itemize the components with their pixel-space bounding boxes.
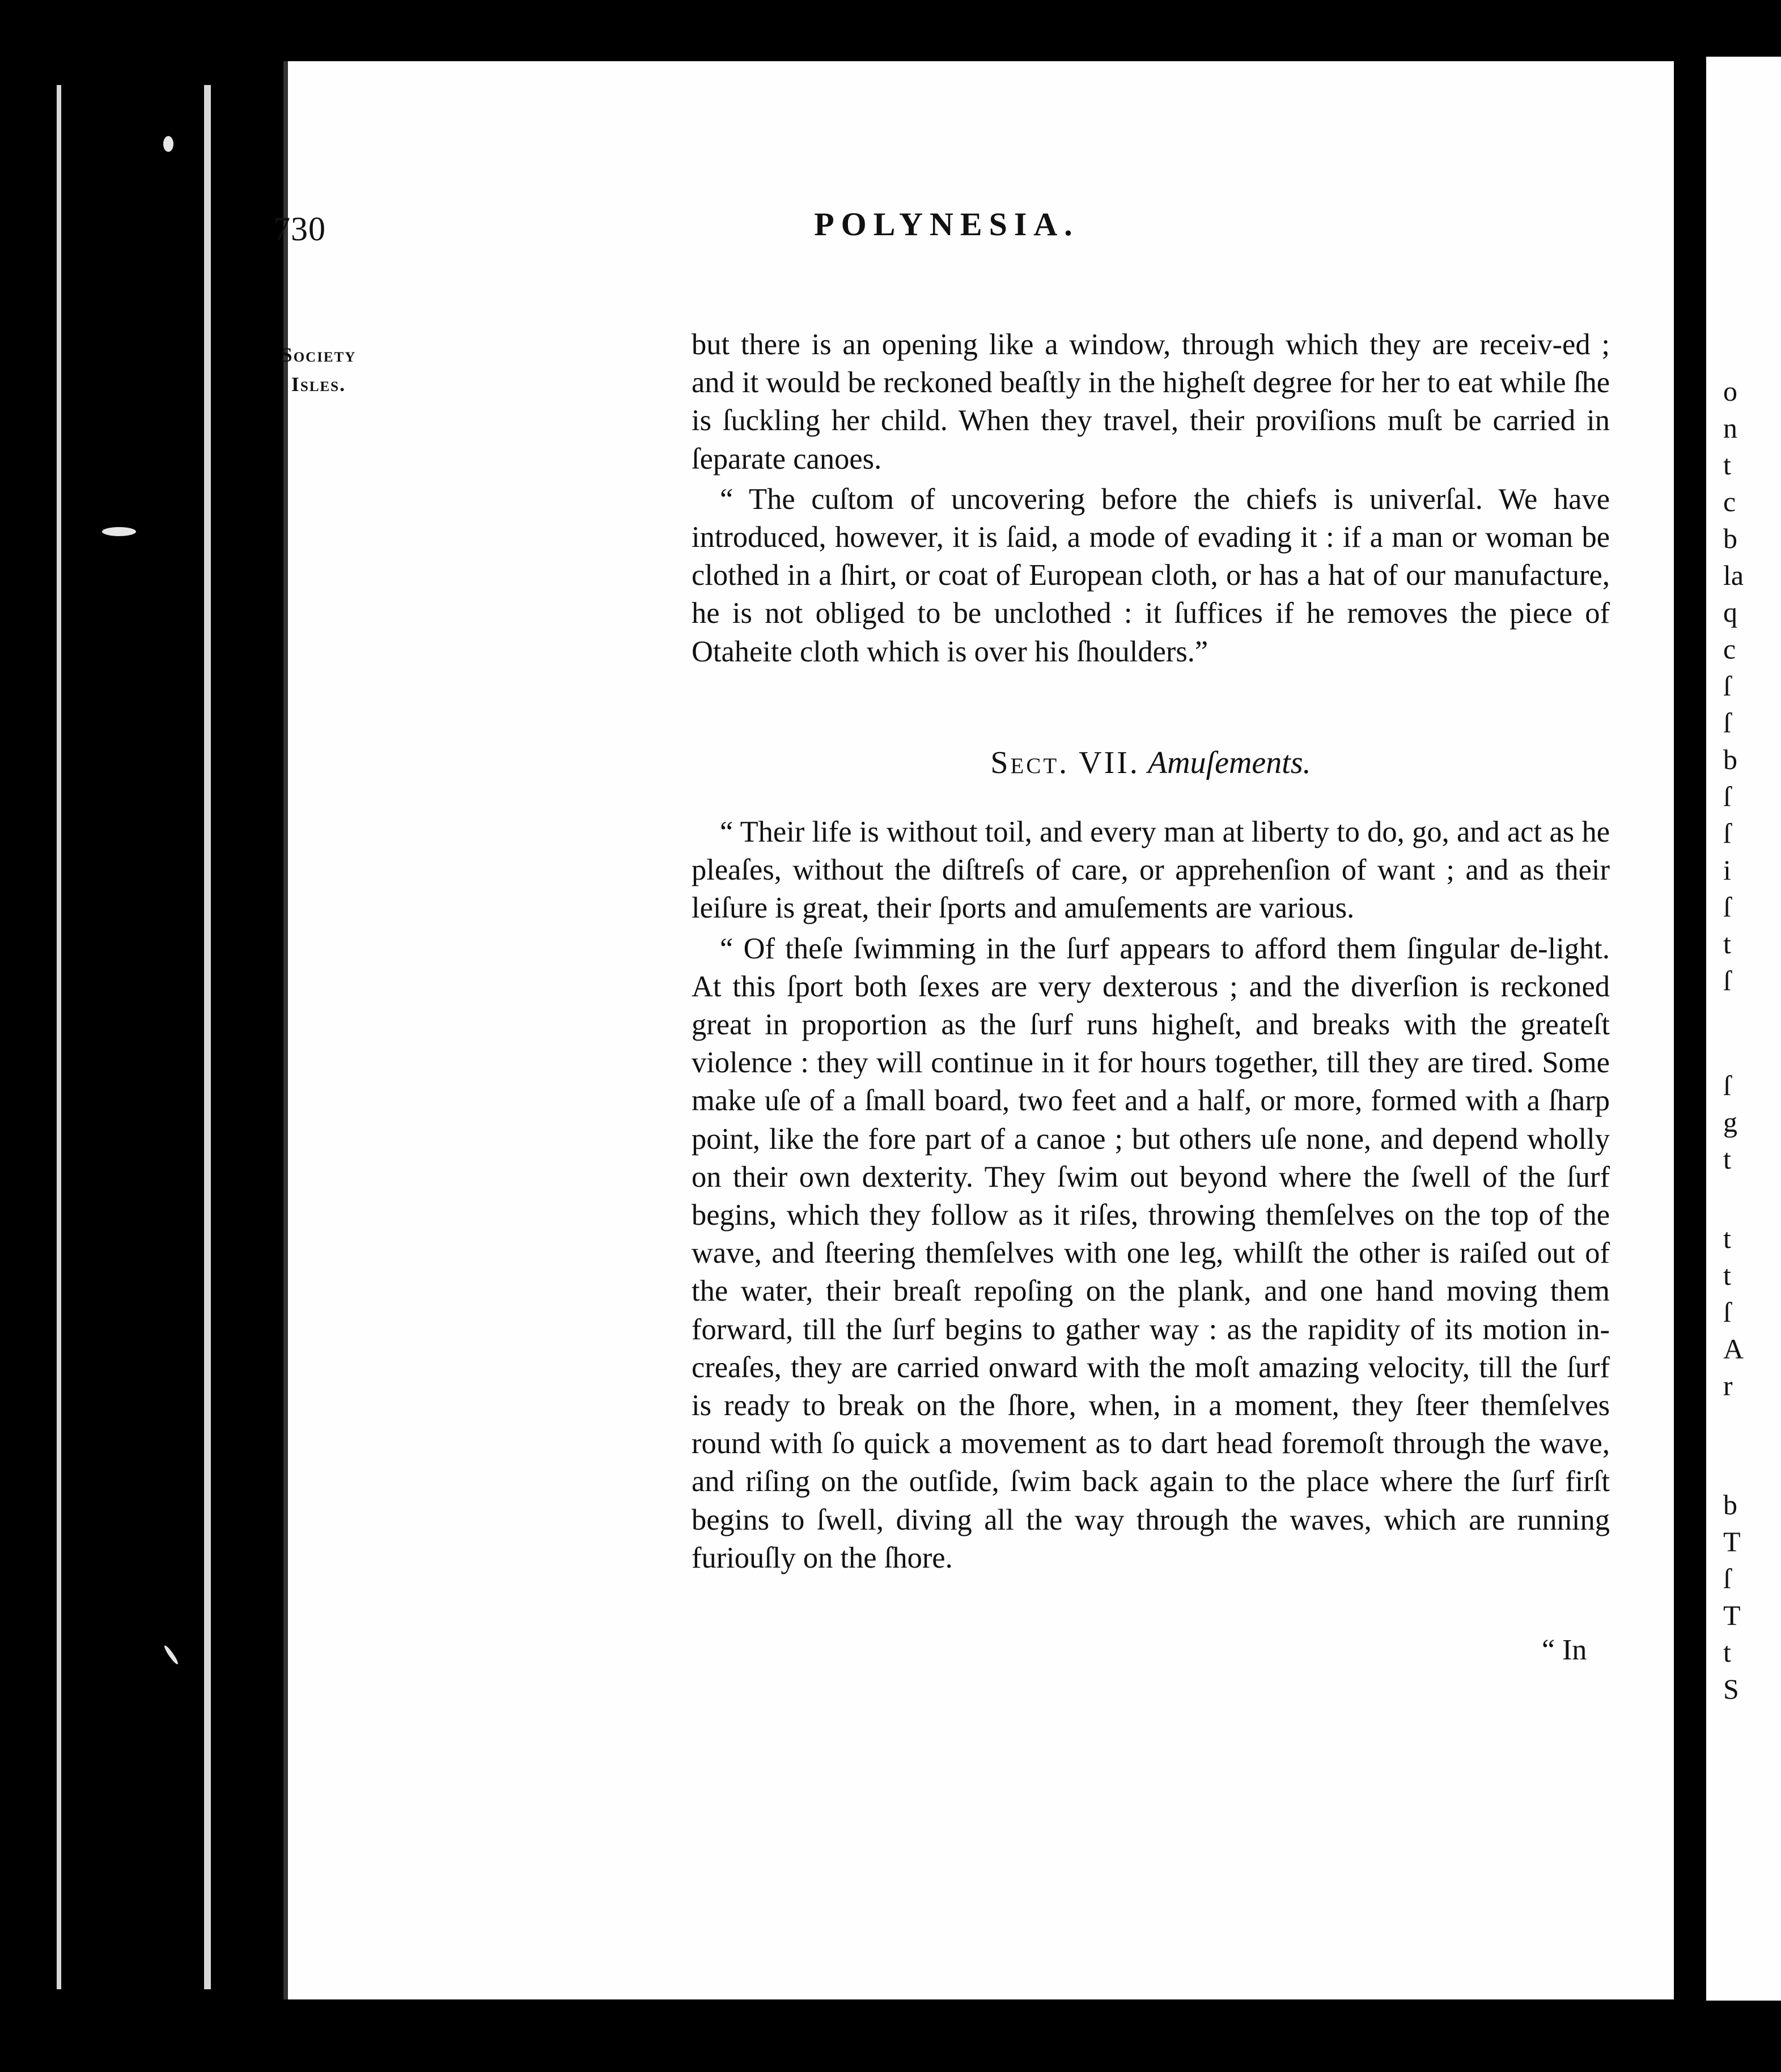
scan-speck — [163, 136, 173, 152]
facing-page-letter: q — [1723, 596, 1737, 628]
margin-note-line: Isles. — [291, 373, 346, 396]
facing-page-letter: ſ — [1723, 780, 1731, 812]
facing-page-letter: b — [1723, 744, 1737, 775]
binding-edge — [204, 85, 211, 1989]
facing-page-letter: ſ — [1723, 707, 1731, 738]
facing-page-letter: i — [1723, 854, 1731, 886]
paragraph: “ Of theſe ſwimming in the ſurf appears to afford them ſingular de-light. At this ſport both ſexes are very dexterous ; and the diverſion is reckoned great in proportion as the ſurf runs higheſt, and breaks with the greateſt violence : they will continue in it for hours together, till they are tired. Some make uſe of a ſmall board, two feet and a half, or more, formed with a ſharp point, like the fore part of a canoe ; but others uſe none, and depend wholly on their own dexterity. They ſwim out beyond where the ſwell of the ſurf begins, which they follow as it riſes, throwing themſelves on the top of the wave, and ſteering themſelves with one leg, whilſt the other is raiſed out of the water, their breaſt repoſing on the plank, and one hand moving them forward, till the ſurf begins to gather way : as the rapidity of its motion in-creaſes, they are carried onward with the moſt amazing velocity, till the ſurf is ready to break on the ſhore, when, in a moment, they ſteer themſelves round with ſo quick a movement as to dart head foremoſt through the wave, and riſing on the outſide, ſwim back again to the place where the ſurf firſt begins to ſwell, diving all the way through the waves, which are running furiouſly on the ſhore. — [692, 932, 1610, 1574]
margin-note-line: Society — [281, 343, 357, 366]
facing-page-edge — [1706, 57, 1781, 2001]
facing-page-letter: c — [1723, 486, 1736, 517]
facing-page-letter: t — [1723, 1143, 1731, 1175]
facing-page-letter: ſ — [1723, 1069, 1731, 1101]
facing-page-letter: t — [1723, 1636, 1731, 1668]
running-title: POLYNESIA. — [814, 206, 1079, 243]
section-label: Sect. VII. — [990, 745, 1140, 780]
scan-speck — [102, 527, 136, 536]
facing-page-letter: ſ — [1723, 817, 1731, 849]
facing-page-letter: ſ — [1723, 1563, 1731, 1594]
catchword: “ In — [1542, 1634, 1587, 1666]
page-number: 730 — [273, 210, 326, 248]
facing-page-letter: T — [1723, 1526, 1741, 1557]
paragraph: “ The cuſtom of uncovering before the chiefs is univerſal. We have introduced, however, it is ſaid, a mode of evading it : if a man or woman be clothed in a ſhirt, or coat of European cloth, or has a hat of our manufacture, he is not obliged to be unclothed : it ſuffices if he removes the piece of Otaheite cloth which is over his ſhoulders.” — [692, 482, 1610, 668]
binding-edge — [57, 85, 61, 1989]
book-binding — [0, 0, 283, 2072]
paragraph: but there is an opening like a window, through which they are receiv-ed ; and it would be reckoned beaſtly in the higheſt degree for her to eat while ſhe is ſuckling her child. When they travel, their proviſions muſt be carried in ſeparate canoes. — [692, 328, 1610, 475]
body-text-top — [692, 326, 1610, 671]
facing-page-letter: t — [1723, 1259, 1731, 1291]
facing-page-letter: S — [1723, 1673, 1739, 1705]
facing-page-letter: g — [1723, 1106, 1737, 1138]
body-text-bottom — [692, 813, 1610, 1577]
facing-page-letter: t — [1723, 928, 1731, 959]
facing-page-letter: ſ — [1723, 891, 1731, 923]
margin-note — [273, 340, 364, 399]
facing-page-letter: b — [1723, 1489, 1737, 1521]
facing-page-letter: n — [1723, 412, 1737, 444]
facing-page-letter: t — [1723, 1222, 1731, 1254]
facing-page-letter: ſ — [1723, 965, 1731, 996]
section-title: Amuſements. — [1147, 745, 1311, 780]
facing-page-letter: b — [1723, 523, 1737, 554]
paragraph: “ Their life is without toil, and every man at liberty to do, go, and act as he pleaſes, without the diſtreſs of care, or apprehenſion of want ; and as their leiſure is great, their ſports and amuſements are various. — [692, 816, 1610, 925]
facing-page-letter: t — [1723, 449, 1731, 481]
facing-page-letter: A — [1723, 1333, 1744, 1365]
facing-page-letter: c — [1723, 633, 1736, 665]
facing-page-letter: ſ — [1723, 1296, 1731, 1328]
facing-page-letter: T — [1723, 1599, 1741, 1631]
facing-page-letter: la — [1723, 559, 1744, 591]
facing-page-letter: ſ — [1723, 670, 1731, 702]
scan-speck — [163, 1644, 179, 1665]
section-heading — [692, 745, 1610, 781]
facing-page-letter: r — [1723, 1370, 1733, 1402]
facing-page-letter: o — [1723, 375, 1737, 407]
